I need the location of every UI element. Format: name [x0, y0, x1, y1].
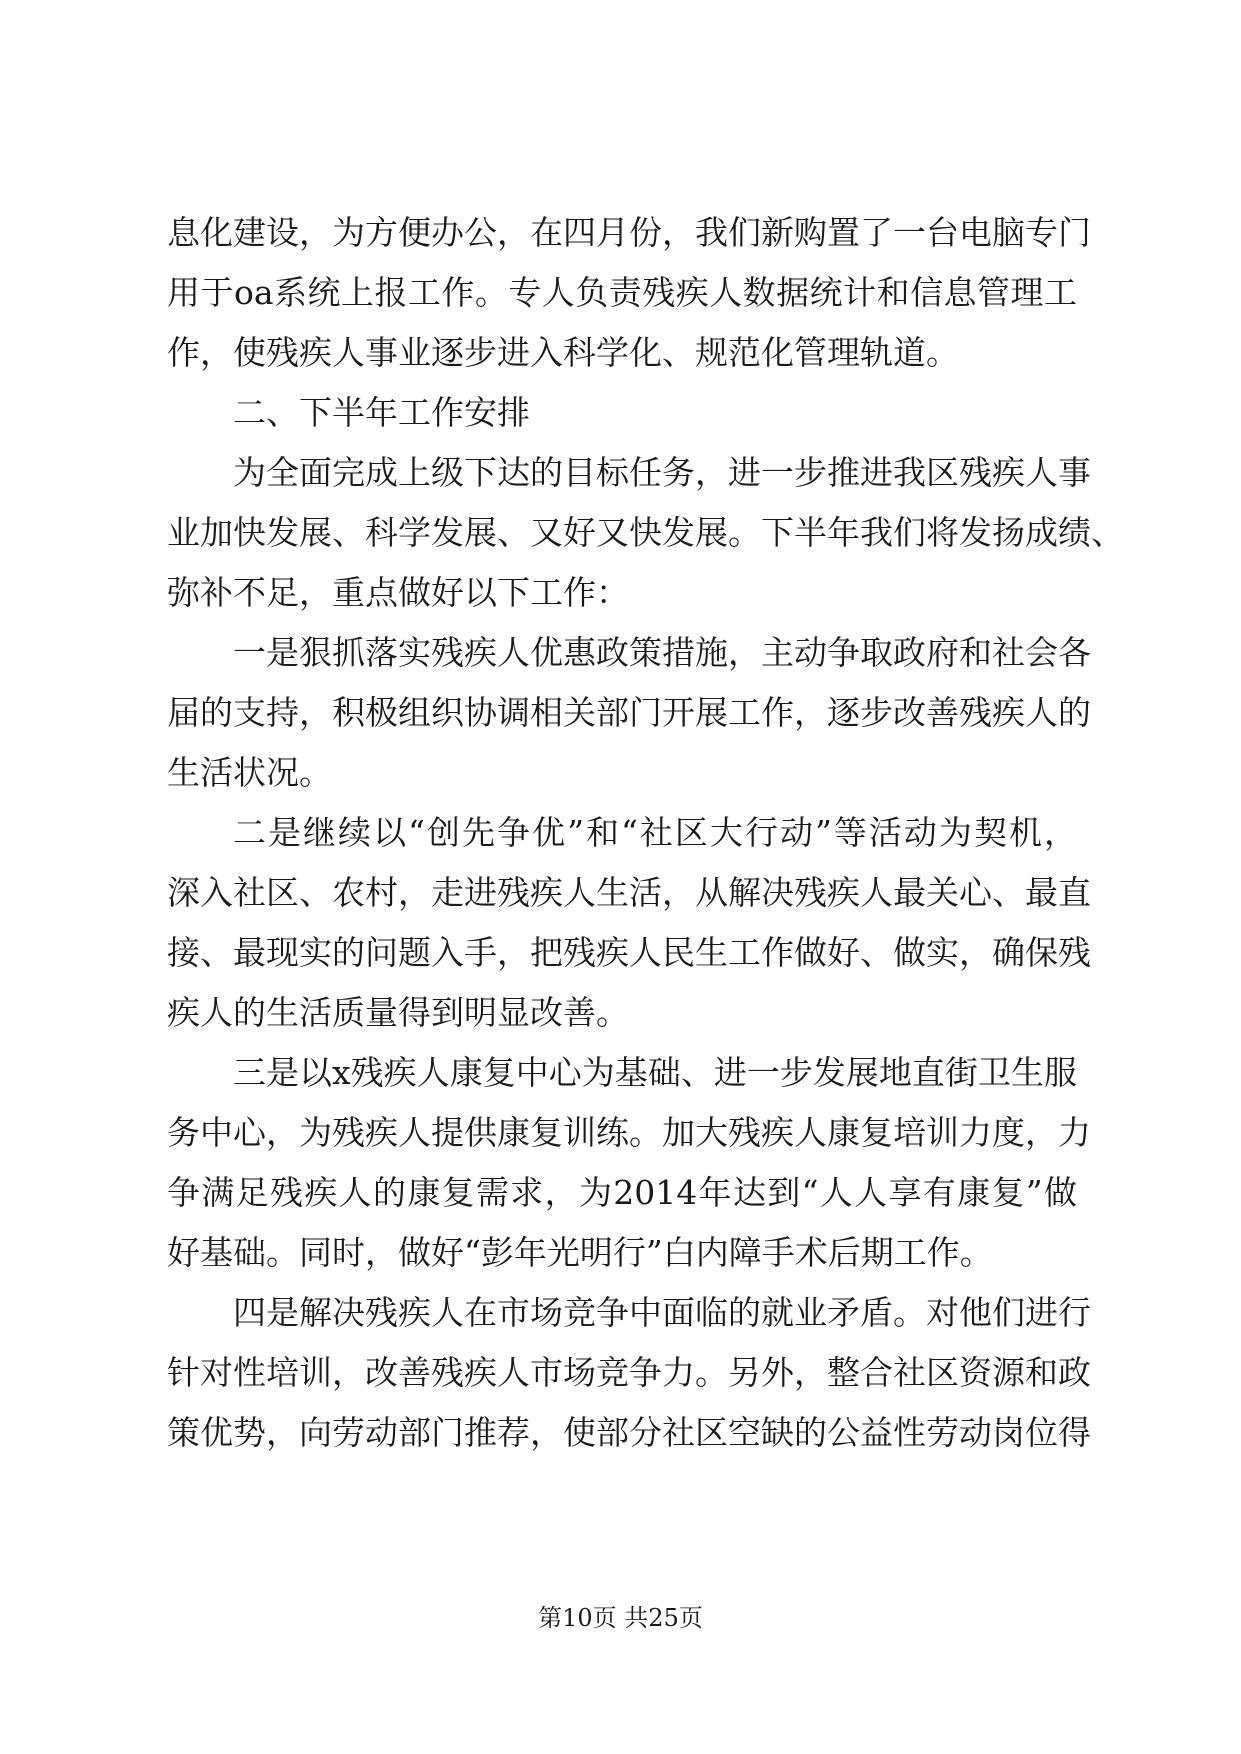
paragraph-line: 策优势，向劳动部门推荐，使部分社区空缺的公益性劳动岗位得	[167, 1413, 1091, 1452]
paragraph-line: 争满足残疾人的康复需求，为2014年达到“人人享有康复”做	[167, 1173, 1077, 1212]
paragraph-line: 务中心，为残疾人提供康复训练。加大残疾人康复培训力度，力	[167, 1113, 1091, 1152]
paragraph-line: 业加快发展、科学发展、又好又快发展。下半年我们将发扬成绩、	[167, 513, 1124, 552]
paragraph-line: 作，使残疾人事业逐步进入科学化、规范化管理轨道。	[167, 333, 959, 372]
paragraph-line: 为全面完成上级下达的目标任务，进一步推进我区残疾人事	[233, 453, 1091, 492]
paragraph-line: 用于oa系统上报工作。专人负责残疾人数据统计和信息管理工	[167, 273, 1077, 312]
page-number-footer: 第10页 共25页	[538, 1604, 703, 1632]
paragraph-line: 疾人的生活质量得到明显改善。	[167, 993, 629, 1032]
paragraph-line: 深入社区、农村，走进残疾人生活，从解决残疾人最关心、最直	[167, 873, 1091, 912]
paragraph-line: 二是继续以“创先争优”和“社区大行动”等活动为契机，	[233, 813, 1077, 852]
paragraph-line: 三是以x残疾人康复中心为基础、进一步发展地直街卫生服	[233, 1053, 1077, 1092]
paragraph-line: 届的支持，积极组织协调相关部门开展工作，逐步改善残疾人的	[167, 693, 1091, 732]
paragraph-line: 好基础。同时，做好“彭年光明行”白内障手术后期工作。	[167, 1233, 993, 1272]
paragraph-line: 接、最现实的问题入手，把残疾人民生工作做好、做实，确保残	[167, 933, 1091, 972]
paragraph-line: 针对性培训，改善残疾人市场竞争力。另外，整合社区资源和政	[167, 1353, 1091, 1392]
paragraph-line: 弥补不足，重点做好以下工作：	[167, 573, 629, 612]
paragraph-line: 生活状况。	[167, 753, 332, 792]
paragraph-line: 四是解决残疾人在市场竞争中面临的就业矛盾。对他们进行	[233, 1293, 1091, 1332]
section-heading: 二、下半年工作安排	[233, 393, 530, 432]
paragraph-line: 息化建设，为方便办公，在四月份，我们新购置了一台电脑专门	[167, 213, 1091, 252]
paragraph-line: 一是狠抓落实残疾人优惠政策措施，主动争取政府和社会各	[233, 633, 1091, 672]
